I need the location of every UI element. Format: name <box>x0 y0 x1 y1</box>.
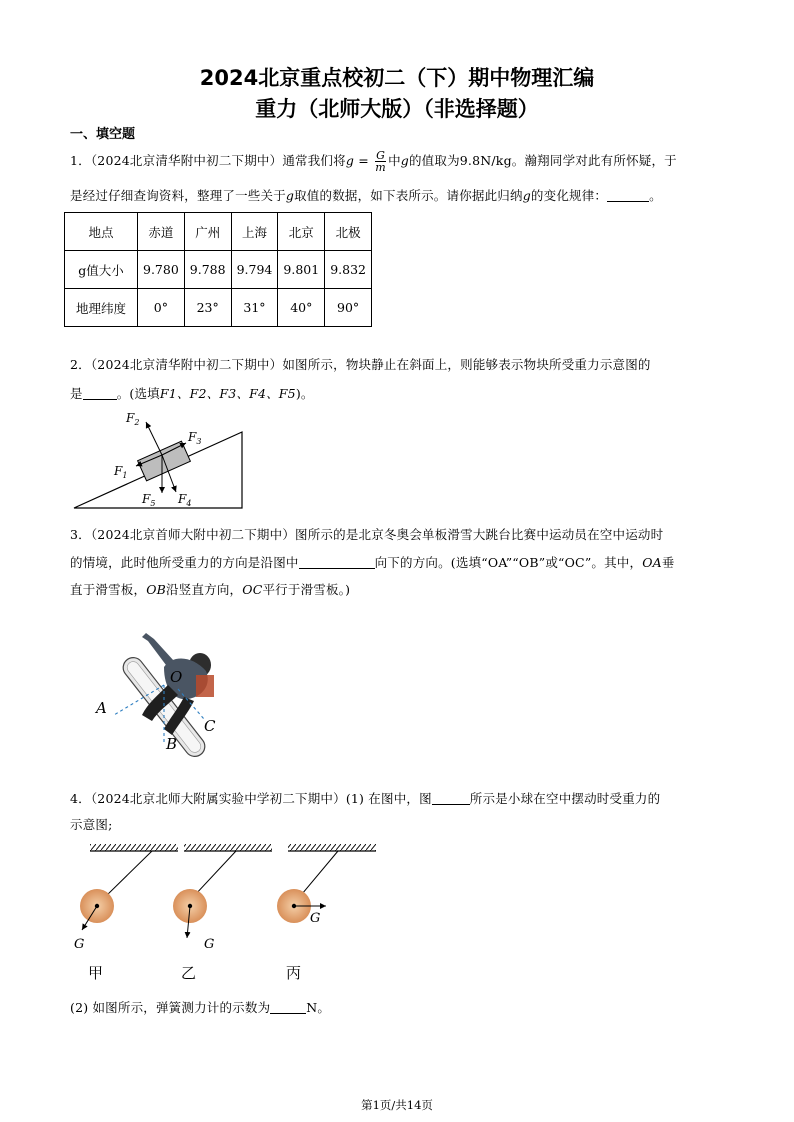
q4-answer-blank[interactable] <box>432 791 470 805</box>
table-row: 地点 赤道 广州 上海 北京 北极 <box>65 213 372 251</box>
q3-line2: 的情境，此时他所受重力的方向是沿图中 向下的方向。(选填“OA”“OB”或“OC”。其中，OA垂 <box>70 555 675 570</box>
label-f4: $F_4$ <box>178 492 192 508</box>
caption-jia: 甲 <box>88 964 104 982</box>
table-row: 地理纬度 0° 23° 31° 40° 90° <box>65 289 372 327</box>
arrow-f2 <box>146 422 162 455</box>
label-c: C <box>204 717 216 735</box>
g-label-bing: G <box>310 911 321 926</box>
q1-line1: 1．（2024北京清华附中初二下期中）通常我们将g = $\frac{G}{m}$ 中g的值取为9.8N/kg。瀚翔同学对此有所怀疑，于 <box>70 149 677 174</box>
label-a: A <box>96 699 107 717</box>
snowboarder-figure <box>92 625 252 765</box>
backpack <box>196 675 214 697</box>
q3-answer-blank[interactable] <box>299 555 375 569</box>
ceiling-b <box>184 844 272 851</box>
q1-answer-blank[interactable] <box>607 188 649 202</box>
q4-part2: (2) 如图所示，弹簧测力计的示数为 N。 <box>70 1000 331 1015</box>
g-label-jia: G <box>74 937 85 952</box>
pendulum-diagram <box>66 838 386 988</box>
page-title-line1: 2024北京重点校初二（下）期中物理汇编 <box>199 66 595 90</box>
table-row: g值大小 9.780 9.788 9.794 9.801 9.832 <box>65 251 372 289</box>
formula-fraction: $\frac{G}{m}$ <box>375 149 386 174</box>
q4-part2-blank[interactable] <box>270 1000 306 1014</box>
q4-line1: 4．（2024北京北师大附属实验中学初二下期中）(1) 在图中，图 所示是小球在空中摆动时受重力的 <box>70 791 661 806</box>
page-footer: 第1页/共14页 <box>361 1098 433 1112</box>
label-b: B <box>166 735 178 753</box>
q2-answer-blank[interactable] <box>83 386 117 400</box>
arm <box>142 633 174 665</box>
incline-diagram <box>70 405 250 515</box>
q3-line3: 直于滑雪板，OB沿竖直方向，OC平行于滑雪板。) <box>70 582 351 597</box>
q1-line2: 是经过仔细查询资料，整理了一些关于g取值的数据，如下表所示。请你据此归纳g的变化规律： 。 <box>70 188 662 203</box>
gravity-table <box>64 212 372 327</box>
label-o: O <box>170 668 183 686</box>
q2-line1: 2．（2024北京清华附中初二下期中）如图所示，物块静止在斜面上，则能够表示物块所受重力示意图的 <box>70 357 651 372</box>
q4-line2: 示意图; <box>70 817 113 832</box>
ceiling-a <box>90 844 178 851</box>
label-f2: $F_2$ <box>126 411 140 427</box>
q3-line1: 3．（2024北京首师大附中初二下期中）图所示的是北京冬奥会单板滑雪大跳台比赛中运动员在空中运动时 <box>70 527 664 542</box>
ceiling-c <box>288 844 376 851</box>
label-f1: $F_1$ <box>114 464 128 480</box>
label-f5: $F_5$ <box>142 492 156 508</box>
caption-bing: 丙 <box>286 964 302 982</box>
section-heading: 一、填空题 <box>70 127 136 142</box>
q2-line2: 是 。(选填F1、F2、F3、F4、F5)。 <box>70 386 314 401</box>
label-f3: $F_3$ <box>188 430 202 446</box>
page-title-line2: 重力（北师大版）（非选择题） <box>255 97 539 121</box>
g-label-yi: G <box>204 937 215 952</box>
caption-yi: 乙 <box>181 964 197 982</box>
